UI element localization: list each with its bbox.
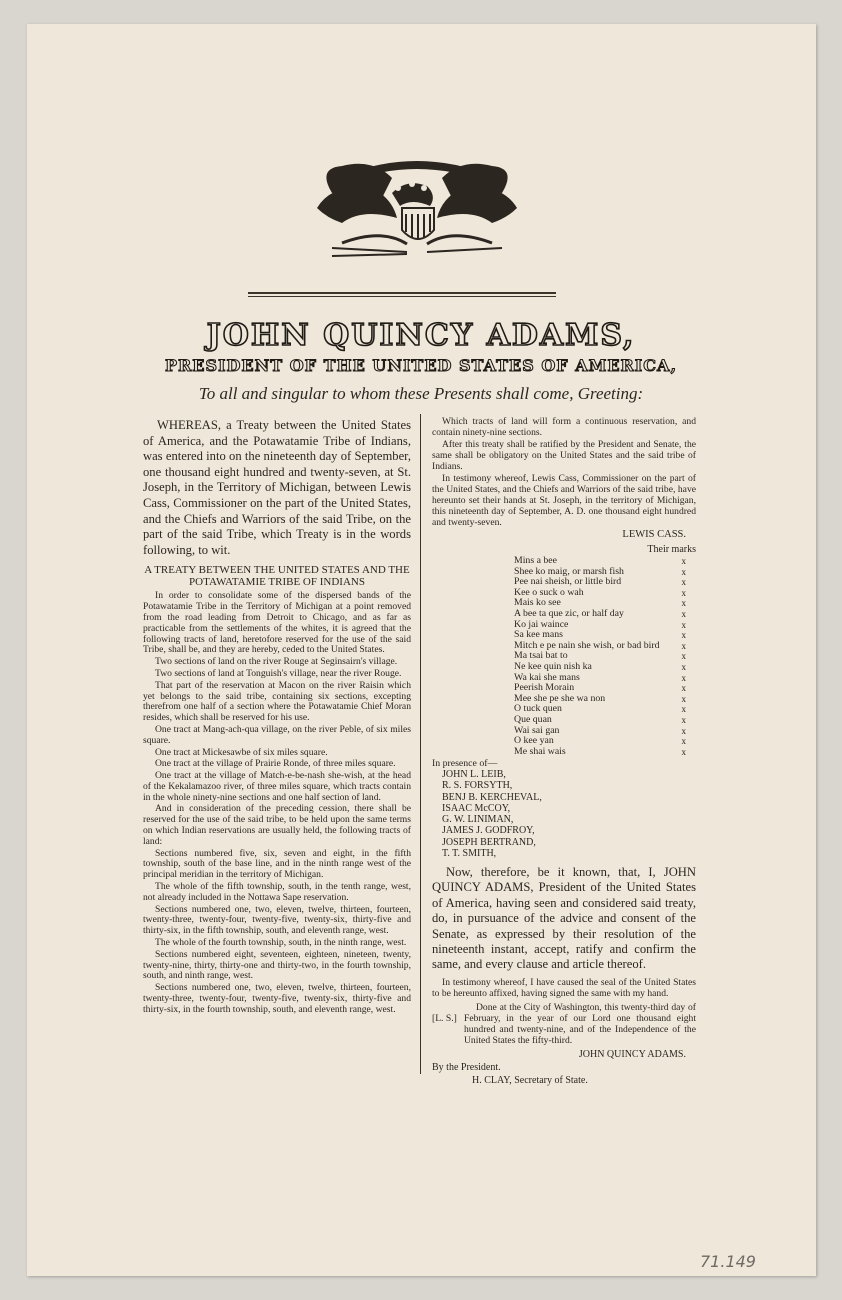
list-item: Que quan x: [514, 713, 686, 725]
marks-heading: Their marks: [647, 544, 696, 555]
treaty-paragraph: After this treaty shall be ratified by the President and Senate, the same shall be obligatory on the United States and the said tribe of Indians.: [432, 439, 696, 472]
treaty-paragraph: One tract at the village of Prairie Ronde, of three miles square.: [155, 758, 396, 770]
page-subtitle: PRESIDENT OF THE UNITED STATES OF AMERICA,: [164, 356, 678, 375]
page-title: JOHN QUINCY ADAMS,: [206, 318, 636, 353]
treaty-paragraph: The whole of the fourth township, south, in the ninth range, west.: [155, 937, 407, 949]
list-item: A bee ta que zic, or half day x: [514, 607, 686, 619]
witness-list: [432, 769, 696, 859]
list-item: Peerish Morain x: [514, 682, 686, 694]
list-item: ISAAC McCOY,: [442, 802, 511, 814]
list-item: Ne kee quin nish ka x: [514, 660, 686, 672]
list-item: JOSEPH BERTRAND,: [442, 836, 536, 848]
list-item: R. S. FORSYTH,: [442, 780, 513, 792]
top-rule: [248, 292, 556, 294]
right-column: [432, 416, 696, 1086]
treaty-paragraph: The whole of the fifth township, south, in the tenth range, west, not already included in the Nottawa Sape reservation.: [143, 881, 411, 903]
list-item: JAMES J. GODFROY,: [442, 825, 535, 837]
treaty-paragraph: Sections numbered five, six, seven and eight, in the fifth township, south of the base line, and in the ninth range west of the principal meridian in the territory of Michigan.: [143, 847, 411, 881]
list-item: O kee yan x: [514, 735, 686, 747]
top-rule-thin: [248, 296, 556, 297]
done-at-text: Done at the City of Washington, this twenty-third day of February, in the year of our Lord one thousand eight hundred and twenty-nine, and of the Independence of the United States the fifty-third.: [464, 1001, 696, 1046]
list-item: Mee she pe she wa non x: [514, 692, 686, 704]
list-item: O tuck quen x: [514, 703, 686, 715]
president-signature: JOHN QUINCY ADAMS.: [578, 1048, 686, 1060]
list-item: Kee o suck o wah x: [514, 586, 686, 598]
treaty-paragraph: And in consideration of the preceding cession, there shall be reserved for the use of the said tribe, to be held upon the same terms on which Indian reservations are usually held, the following tracts of land:: [143, 803, 411, 847]
treaty-paragraph: One tract at Mickesawbe of six miles square.: [155, 746, 328, 758]
treaty-paragraph: Two sections of land on the river Rouge at Seginsairn's village.: [155, 656, 398, 668]
eagle-emblem-icon: [312, 148, 522, 268]
treaty-paragraph: One tract at Mang-ach-qua village, on the river Peble, of six miles square.: [143, 723, 411, 746]
by-president-label: By the President.: [432, 1061, 501, 1073]
list-item: Mais ko see x: [514, 597, 686, 609]
treaty-paragraph: One tract at the village of Match-e-be-nash she-wish, at the head of the Kekalamazoo river, of three miles square, which tracts contain in the whole ninety-nine sections and one half section of land.: [143, 770, 411, 803]
list-item: Shee ko maig, or marsh fish x: [514, 565, 686, 577]
list-item: Sa kee mans x: [514, 629, 686, 641]
treaty-paragraph: Sections numbered one, two, eleven, twelve, thirteen, fourteen, twenty-three, twenty-four, twenty-five, twenty-six, thirty-five and thirty-six, in the fourth township, south, and eleventh range, west.: [143, 982, 411, 1015]
list-item: Pee nai sheish, or little bird x: [514, 576, 686, 588]
list-item: Ma tsai bat to x: [514, 650, 686, 662]
treaty-heading: A TREATY BETWEEN THE UNITED STATES AND THE POTAWATAMIE TRIBE OF INDIANS: [144, 564, 410, 589]
list-item: BENJ B. KERCHEVAL,: [442, 791, 542, 803]
list-item: G. W. LINIMAN,: [442, 814, 514, 826]
treaty-paragraph: Which tracts of land will form a continuous reservation, and contain ninety-nine sections.: [432, 416, 696, 438]
column-divider: [420, 414, 421, 1074]
done-at-block: [432, 1002, 696, 1046]
greeting-line: To all and singular to whom these Presents shall come, Greeting:: [198, 384, 644, 403]
list-item: Mitch e pe nain she wish, or bad bird x: [514, 639, 686, 651]
treaty-paragraph: Sections numbered one, two, eleven, twelve, thirteen, fourteen, twenty-three, twenty-four, twenty-five, twenty-six, thirty-five and thirty-six, in the fifth township, south, and eleventh range, west.: [143, 903, 411, 937]
proclamation-paragraph: Now, therefore, be it known, that, I, JOHN QUINCY ADAMS, President of the United States of America, having seen and considered said treaty, do, in pursuance of the advice and consent of the Senate, as expressed by their resolution of the nineteenth instant, accept, ratify and confirm the same, and every clause and article thereof.: [432, 864, 696, 972]
list-item: Wai sai gan x: [514, 724, 686, 736]
treaty-paragraph: Two sections of land at Tonguish's village, near the river Rouge.: [155, 667, 402, 679]
list-item: JOHN L. LEIB,: [442, 769, 506, 781]
list-item: Ko jai waince x: [514, 618, 686, 630]
left-column: [143, 418, 411, 1017]
whereas-paragraph: WHEREAS, a Treaty between the United States of America, and the Potawatamie Tribe of Indians, was entered into on the nineteenth day of September, one thousand eight hundred and twenty-seven, at St. Joseph, in the Territory of Michigan, between Lewis Cass, Commissioner on the part of the United States, and the Chiefs and Warriors of the said Tribe, on the part of the said Tribe, which Treaty is in the words following, to wit.: [143, 418, 411, 557]
secretary-signature: H. CLAY, Secretary of State.: [472, 1074, 588, 1086]
chiefs-list: [432, 556, 696, 757]
list-item: Me shai wais x: [514, 745, 686, 757]
treaty-paragraph: In testimony whereof, Lewis Cass, Commissioner on the part of the United States, and the Chiefs and Warriors of the said tribe, have hereunto set their hands at St. Joseph, in the territory of Michigan, this nineteenth day of September, A. D. one thousand eight hundred and twenty-seven.: [432, 473, 696, 528]
list-item: T. T. SMITH,: [442, 847, 497, 859]
list-item: Wa kai she mans x: [514, 671, 686, 683]
seal-mark: [L. S.]: [432, 1012, 457, 1024]
treaty-paragraph: That part of the reservation at Macon on the river Raisin which yet belongs to the said tribe, containing six sections, excepting therefrom one half of a section where the Potawatamie Chief Moran resides, which shall be reserved for his use.: [143, 679, 411, 724]
list-item: Mins a bee x: [514, 555, 686, 566]
treaty-paragraph: Sections numbered eight, seventeen, eighteen, nineteen, twenty, twenty-nine, thirty, thirty-one and thirty-two, in the fourth township, south, and ninth range, west.: [143, 948, 411, 982]
presence-label: In presence of—: [432, 758, 498, 770]
catalog-number: 71.149: [700, 1252, 756, 1271]
commissioner-signature: LEWIS CASS.: [622, 529, 686, 540]
treaty-paragraph: In order to consolidate some of the dispersed bands of the Potawatamie Tribe in the Territory of Michigan at a point removed from the road leading from Detroit to Chicago, and as far as practicable from the settlements of the whites, it is agreed that the following tracts of land, heretofore reserved for the use of the said Tribe, shall be, and they are hereby, ceded to the United States.: [143, 590, 411, 656]
testimony-paragraph: In testimony whereof, I have caused the seal of the United States to be hereunto affixed, having signed the same with my hand.: [432, 976, 696, 999]
